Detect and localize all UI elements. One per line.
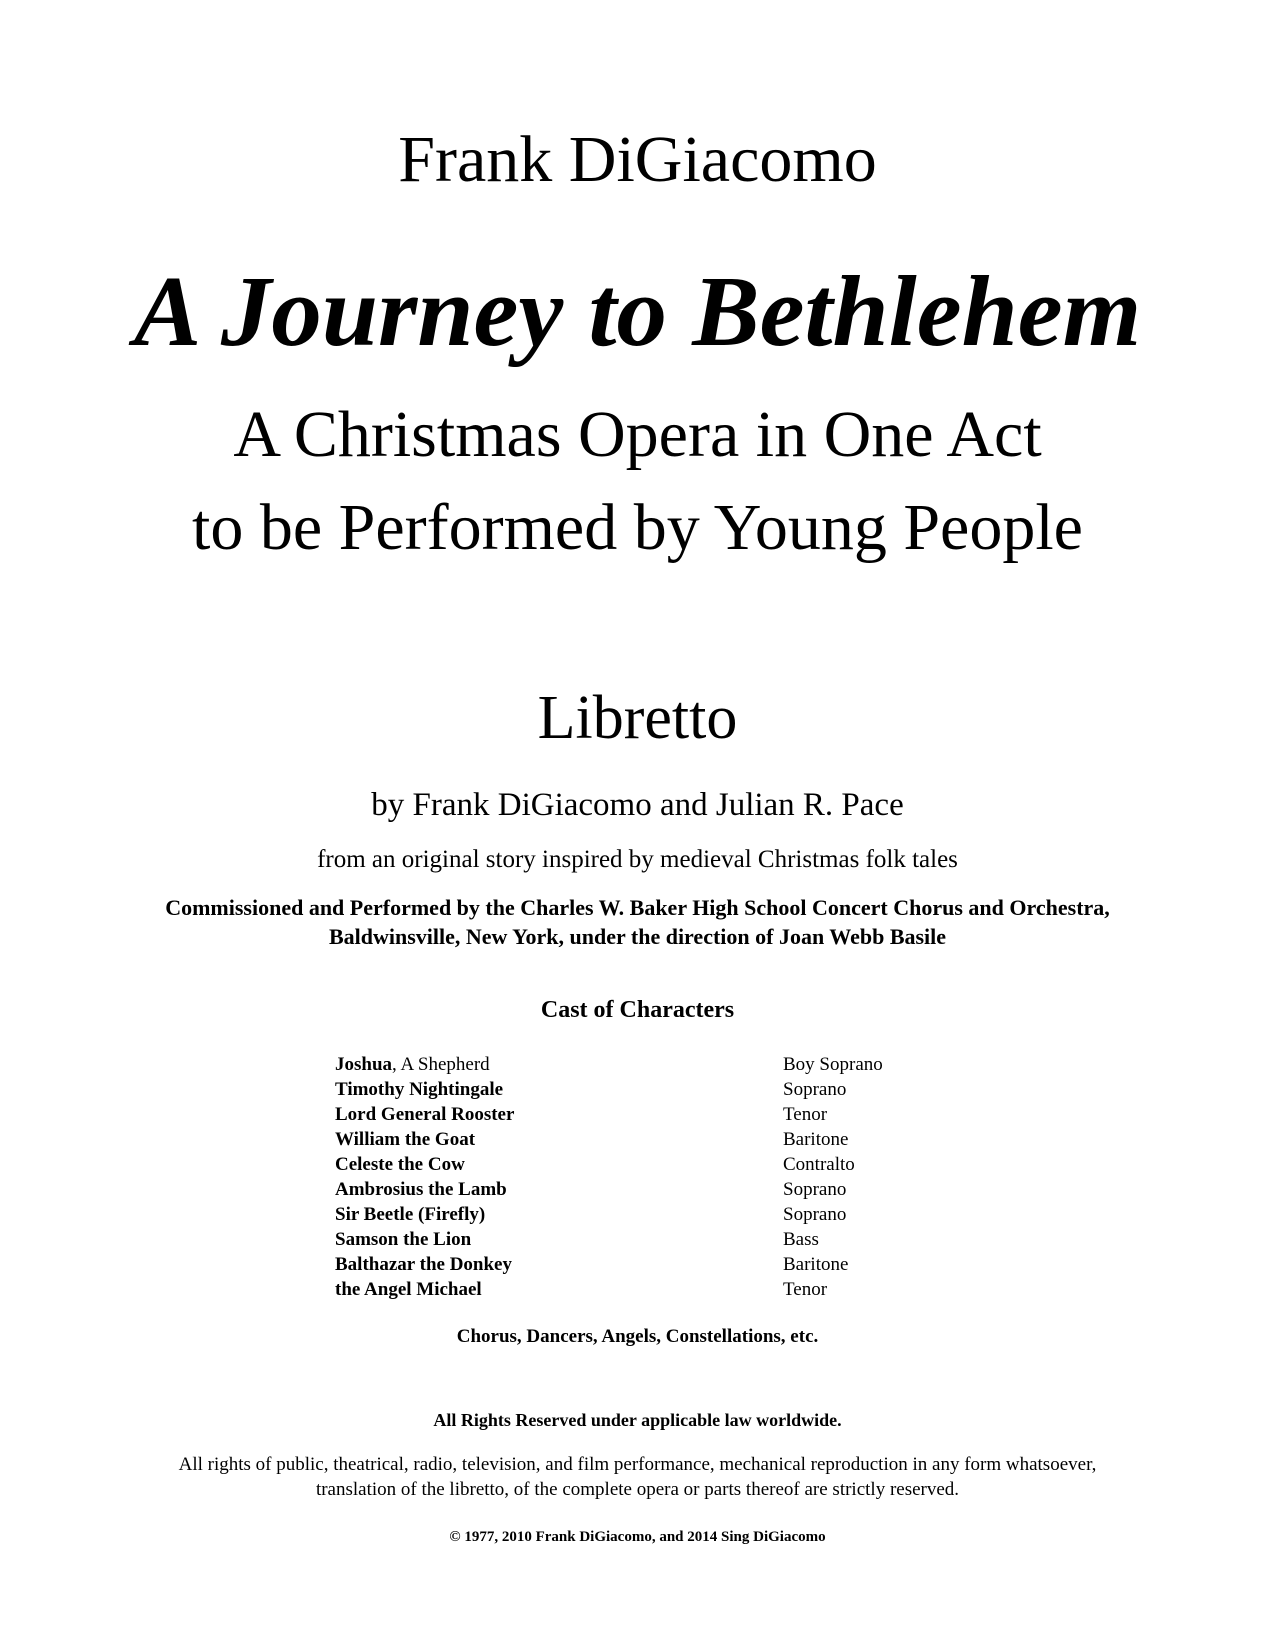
rights-line-2: translation of the libretto, of the complete opera or parts thereof are strictly reserved.	[315, 1479, 960, 1500]
cast-row	[335, 1227, 935, 1252]
opera-title: A Journey to Bethlehem	[133, 255, 1142, 367]
cast-row	[335, 1127, 935, 1152]
voice-type: Boy Soprano	[783, 1054, 883, 1075]
character-descriptor: , A Shepherd	[392, 1054, 490, 1075]
character-name: Ambrosius the Lamb	[335, 1179, 507, 1200]
voice-type: Soprano	[783, 1179, 847, 1200]
voice-type: Bass	[783, 1229, 819, 1250]
rights-notice	[0, 1452, 1275, 1502]
subtitle-line-1: A Christmas Opera in One Act	[233, 398, 1042, 471]
cast-heading: Cast of Characters	[540, 997, 735, 1023]
voice-type: Baritone	[783, 1254, 849, 1275]
character-name: Timothy Nightingale	[335, 1079, 504, 1100]
cast-row	[335, 1102, 935, 1127]
character-name: Balthazar the Donkey	[335, 1254, 512, 1275]
rights-heading: All Rights Reserved under applicable law worldwide.	[433, 1410, 842, 1430]
cast-list	[335, 1052, 935, 1302]
character-name: the Angel Michael	[335, 1279, 482, 1300]
copyright-notice: © 1977, 2010 Frank DiGiacomo, and 2014 Sing DiGiacomo	[449, 1529, 826, 1545]
voice-type: Contralto	[783, 1154, 855, 1175]
voice-type: Soprano	[783, 1204, 847, 1225]
character-name-cell	[335, 1202, 485, 1227]
composer-name: Frank DiGiacomo	[398, 123, 877, 196]
character-name-cell	[335, 1177, 507, 1202]
voice-type: Tenor	[783, 1104, 828, 1125]
cast-row	[335, 1202, 935, 1227]
cast-row	[335, 1052, 935, 1077]
cast-row	[335, 1152, 935, 1177]
character-name: William the Goat	[335, 1129, 476, 1150]
cast-row	[335, 1177, 935, 1202]
cast-row	[335, 1277, 935, 1302]
character-name-cell	[335, 1127, 475, 1152]
character-name-cell	[335, 1102, 514, 1127]
commission-line-1: Commissioned and Performed by the Charles W. Baker High School Concert Chorus and Orchestra,	[165, 895, 1110, 920]
commission-note	[0, 893, 1275, 951]
byline: by Frank DiGiacomo and Julian R. Pace	[371, 787, 904, 823]
cast-row	[335, 1077, 935, 1102]
cast-row	[335, 1252, 935, 1277]
character-name: Celeste the Cow	[335, 1154, 465, 1175]
voice-type: Soprano	[783, 1079, 847, 1100]
commission-line-2: Baldwinsville, New York, under the direction of Joan Webb Basile	[328, 924, 947, 949]
ensemble-note: Chorus, Dancers, Angels, Constellations, etc.	[456, 1326, 819, 1347]
voice-type: Baritone	[783, 1129, 849, 1150]
rights-line-1: All rights of public, theatrical, radio, television, and film performance, mechanical reproduction in any form whatsoever,	[178, 1454, 1097, 1475]
character-name-cell	[335, 1277, 482, 1302]
character-name: Lord General Rooster	[335, 1104, 515, 1125]
character-name: Sir Beetle (Firefly)	[335, 1204, 486, 1225]
subtitle-line-2: to be Performed by Young People	[192, 491, 1083, 564]
character-name-cell	[335, 1227, 471, 1252]
source-note: from an original story inspired by medieval Christmas folk tales	[317, 846, 958, 873]
character-name: Joshua	[335, 1054, 393, 1075]
character-name: Samson the Lion	[335, 1229, 472, 1250]
character-name-cell	[335, 1252, 512, 1277]
character-name-cell	[335, 1077, 503, 1102]
voice-type: Tenor	[783, 1279, 828, 1300]
character-name-cell	[335, 1052, 490, 1077]
character-name-cell	[335, 1152, 465, 1177]
document-type-heading: Libretto	[537, 684, 738, 752]
